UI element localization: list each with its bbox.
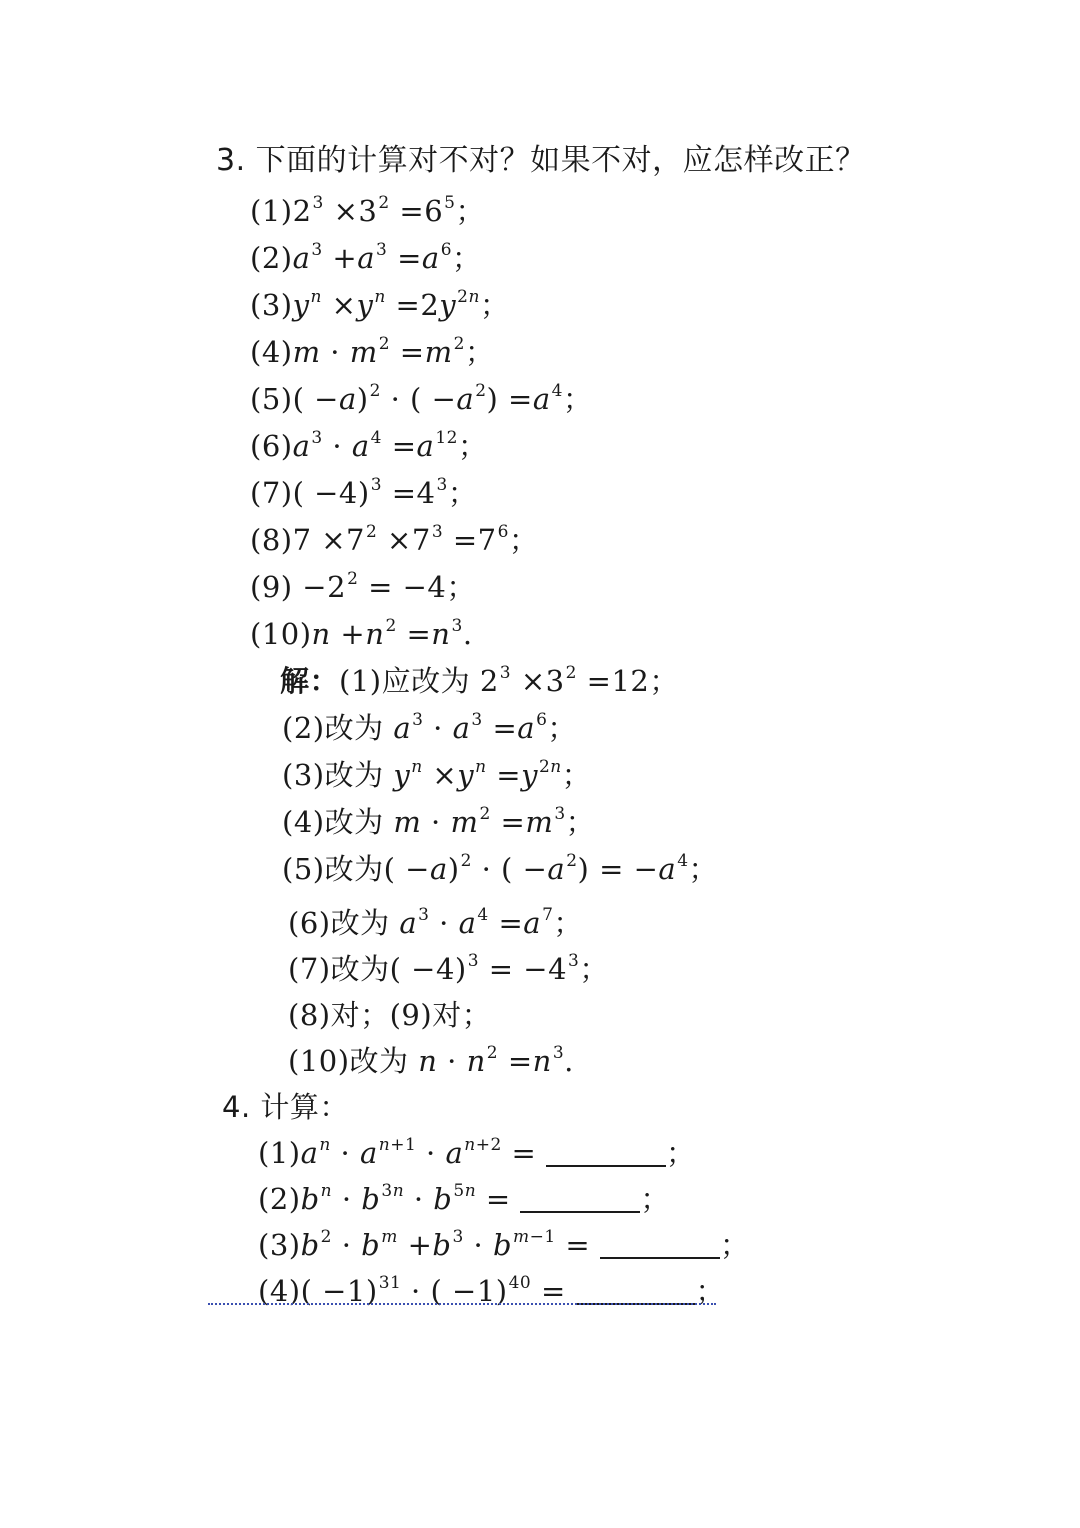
q3-item-8: $(8)7 \times 7^2 \times 7^3 =7^6$； <box>250 522 539 557</box>
item-label: (6) <box>288 906 331 940</box>
item-label: (2) <box>282 711 325 745</box>
item-label: (8) <box>250 523 293 557</box>
q4-item-4: $(4)( -1)^{31}$ · ( −1)$^{40}$ = ； <box>258 1273 726 1308</box>
solution-text: 改为 <box>324 852 384 886</box>
solution-line-10: (10)改为 $n \cdot n^2 =n^3$. <box>288 1043 574 1078</box>
answer-blank-1[interactable] <box>546 1141 666 1167</box>
q3-item-1: $(1)2^3 \times 3^2 =6^5$； <box>250 193 485 228</box>
q3-item-4: $(4)m \cdot m^2 =m^2$； <box>250 334 495 369</box>
dotted-underline <box>208 1303 716 1305</box>
solution-line-5: (5)改为( −a)$^2$ · ( $-a^2) = -a^4$； <box>282 851 719 886</box>
item-label: (10) <box>250 617 312 651</box>
solution-text: 对； <box>432 998 492 1032</box>
solution-text: 改为 <box>324 758 384 792</box>
solution-line-4: (4)改为 $m \cdot m^2 =m^3$； <box>282 804 596 839</box>
item-label: (1) <box>258 1136 301 1170</box>
question-3-title: 3. 下面的计算对不对？如果不对，应怎样改正？ <box>216 143 866 178</box>
solution-line-1: 解：(1)应改为 $2^3 \times 3^2 =12$； <box>280 663 679 698</box>
item-label: (6) <box>250 429 293 463</box>
solution-line-7: (7)改为( $-4)^3 = -4^3$； <box>288 951 609 986</box>
q3-item-3: $(3)y^n \times y^n =2y^{2n}$； <box>250 287 510 322</box>
item-label: (7) <box>250 476 293 510</box>
solution-line-3: (3)改为 $y^n \times y^n =y^{2n}$； <box>282 757 592 792</box>
question-4-title: 4. 计算： <box>222 1090 349 1124</box>
answer-blank-3[interactable] <box>600 1233 720 1259</box>
q3-item-9: $(9) -2^2 = -4$； <box>250 569 476 604</box>
item-label: (9) <box>250 570 293 604</box>
solution-text: 改为 <box>330 906 390 940</box>
item-label: (3) <box>250 288 293 322</box>
item-label: (5) <box>282 852 325 886</box>
item-label: (1) <box>250 194 293 228</box>
solution-text: 改为 <box>324 805 384 839</box>
q4-item-3: $(3)b^2 \cdot b^m +b^3 \cdot b^{m-1}$ = ； <box>258 1227 750 1262</box>
solution-prefix: 解： <box>280 664 340 698</box>
item-label: (3) <box>258 1228 301 1262</box>
item-label: (2) <box>258 1182 301 1216</box>
item-label: (8) <box>288 998 331 1032</box>
solution-line-6: (6)改为 $a^3 \cdot a^4 =a^7$； <box>288 905 583 940</box>
q3-item-7: $(7)( -4)^3 =4^3$； <box>250 475 478 510</box>
solution-text: 对； <box>330 998 390 1032</box>
solution-line-2: (2)改为 $a^3 \cdot a^3 =a^6$； <box>282 710 577 745</box>
solution-text: 应改为 <box>381 664 471 698</box>
item-label: (2) <box>250 241 293 275</box>
q3-item-2: $(2)a^3 +a^3 =a^6$； <box>250 240 482 275</box>
q3-item-5: $(5)( -a)^2$ · ( $-a^2) =a^4$； <box>250 381 593 416</box>
item-label: (3) <box>282 758 325 792</box>
item-label: (4) <box>250 335 293 369</box>
q4-item-2: $(2)b^n \cdot b^{3n} \cdot b^{5n}$ = ； <box>258 1181 670 1216</box>
item-label: (4) <box>282 805 325 839</box>
solution-text: 改为 <box>330 952 390 986</box>
item-label: (5) <box>250 382 293 416</box>
item-label: (1) <box>339 664 382 698</box>
answer-blank-4[interactable] <box>576 1279 696 1305</box>
q4-item-1: $(1)a^n \cdot a^{n+1} \cdot a^{n+2}$ = ； <box>258 1135 696 1170</box>
item-label: (9) <box>389 998 433 1032</box>
solution-line-8 <box>288 996 491 1034</box>
solution-text: 改为 <box>324 711 384 745</box>
item-label: (7) <box>288 952 331 986</box>
q3-item-6: $(6)a^3 \cdot a^4 =a^{12}$； <box>250 428 488 463</box>
answer-blank-2[interactable] <box>520 1187 640 1213</box>
item-label: (10) <box>288 1044 350 1078</box>
q3-item-10: $(10)n +n^2 =n^3$. <box>250 616 473 651</box>
solution-text: 改为 <box>349 1044 409 1078</box>
item-label: (4) <box>258 1274 301 1308</box>
